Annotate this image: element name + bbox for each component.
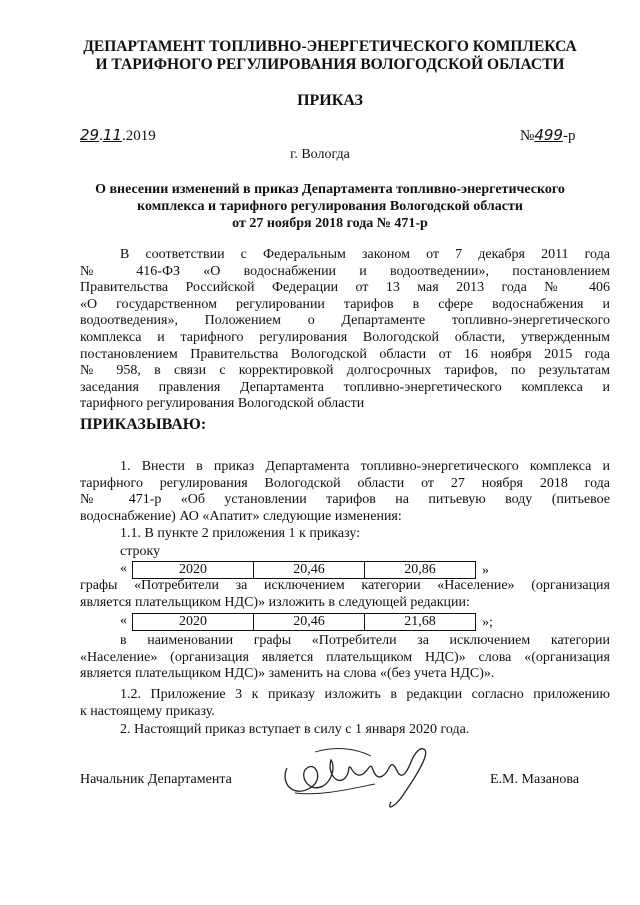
table-old-open: « <box>120 561 127 576</box>
department-name-line2: И ТАРИФНОГО РЕГУЛИРОВАНИЯ ВОЛОГОДСКОЙ ОБЛАСТИ <box>95 56 565 73</box>
table-row <box>133 614 476 631</box>
graph-text <box>80 578 610 611</box>
preamble-line: В соответствии с Федеральным законом от 7 декабря 2011 года <box>120 247 610 262</box>
tariff-table-new <box>132 613 476 631</box>
date-day: 29 <box>80 126 100 144</box>
preamble <box>80 247 610 413</box>
rename-text-line: является плательщиком НДС)» заменить на слова «(без учета НДС)». <box>80 666 495 682</box>
rename-text <box>80 633 610 683</box>
item-1-line: № 471-р «Об установлении тарифов на питьевую воду (питьевое <box>80 492 610 508</box>
preamble-line: Правительства Российской Федерации от 13 мая 2013 года № 406 <box>80 280 610 296</box>
department-name <box>60 38 600 74</box>
table-cell-year: 2020 <box>133 562 254 579</box>
doc-title-line2: комплекса и тарифного регулирования Вологодской области <box>137 199 523 214</box>
signature-name: Е.М. Мазанова <box>490 772 580 787</box>
preamble-line: водоотведения», Положением о Департаменте топливно-энергетического <box>80 313 610 329</box>
preamble-line: комплекса и тарифного регулирования Вологодской области, утвержденным <box>80 329 610 345</box>
doc-title-line3: от 27 ноября 2018 года № 471-р <box>232 216 428 231</box>
table-row <box>133 562 476 579</box>
doc-date: 29.11.2019 <box>80 126 156 144</box>
doc-type: ПРИКАЗ <box>297 92 363 109</box>
signature-position: Начальник Департамента <box>80 772 232 787</box>
signature-handwritten-icon <box>275 738 455 818</box>
table-new-close: »; <box>482 615 493 630</box>
preamble-line: № 416-ФЗ «О водоснабжении и водоотведении», постановлением <box>80 263 610 279</box>
city: г. Вологда <box>290 147 350 162</box>
preamble-line: тарифного регулирования Вологодской области <box>80 396 365 412</box>
preamble-line: № 958, в связи с корректировкой долгосрочных тарифов, по результатам <box>80 363 610 379</box>
table-cell-year: 2020 <box>133 614 254 631</box>
number-suffix: -р <box>562 128 576 144</box>
preamble-line: заседания правления Департамента топливно-энергетического комплекса и <box>80 379 610 395</box>
item-1-line: 1. Внести в приказ Департамента топливно-энергетического комплекса и <box>120 459 610 474</box>
tariff-table-old <box>132 561 476 579</box>
preamble-line: постановлением Правительства Вологодской области от 16 ноября 2015 года <box>80 346 610 362</box>
row-label: строку <box>120 544 161 559</box>
number-prefix: № <box>520 128 535 144</box>
department-name-line1: ДЕПАРТАМЕНТ ТОПЛИВНО-ЭНЕРГЕТИЧЕСКОГО КОМПЛЕКСА <box>83 38 577 55</box>
table-cell-value: 20,86 <box>365 562 476 579</box>
doc-title <box>60 181 600 232</box>
rename-text-line: в наименовании графы «Потребители за исключением категории <box>120 633 610 648</box>
item-1-2-line: к настоящему приказу. <box>80 703 215 719</box>
item-1-2 <box>80 687 610 720</box>
preamble-line: «О государственном регулировании тарифов в сфере водоснабжения и <box>80 296 610 312</box>
item-1-2-line: 1.2. Приложение 3 к приказу изложить в редакции согласно приложению <box>120 687 610 702</box>
doc-title-line1: О внесении изменений в приказ Департамента топливно-энергетического <box>95 182 565 197</box>
item-1-line: водоснабжение) АО «Апатит» следующие изменения: <box>80 508 402 524</box>
item-2: 2. Настоящий приказ вступает в силу с 1 января 2020 года. <box>120 722 470 737</box>
item-1-line: тарифного регулирования Вологодской области от 27 ноября 2018 года <box>80 475 610 491</box>
date-month: 11 <box>102 126 122 144</box>
table-cell-value: 20,46 <box>254 562 365 579</box>
date-year: .2019 <box>121 128 156 144</box>
table-old-close: » <box>482 563 489 578</box>
table-new-open: « <box>120 613 127 628</box>
doc-number <box>520 127 575 145</box>
table-cell-value: 20,46 <box>254 614 365 631</box>
item-1-1: 1.1. В пункте 2 приложения 1 к приказу: <box>120 526 361 541</box>
item-1 <box>80 459 610 525</box>
graph-text-line: является плательщиком НДС)» изложить в следующей редакции: <box>80 594 470 610</box>
rename-text-line: «Население» (организация является плательщиком НДС)» слова «(организация <box>80 649 610 665</box>
number-value: 499 <box>534 126 563 144</box>
order-word: ПРИКАЗЫВАЮ: <box>80 416 207 433</box>
graph-text-line: графы «Потребители за исключением категории «Население» (организация <box>80 578 610 593</box>
table-cell-value: 21,68 <box>365 614 476 631</box>
